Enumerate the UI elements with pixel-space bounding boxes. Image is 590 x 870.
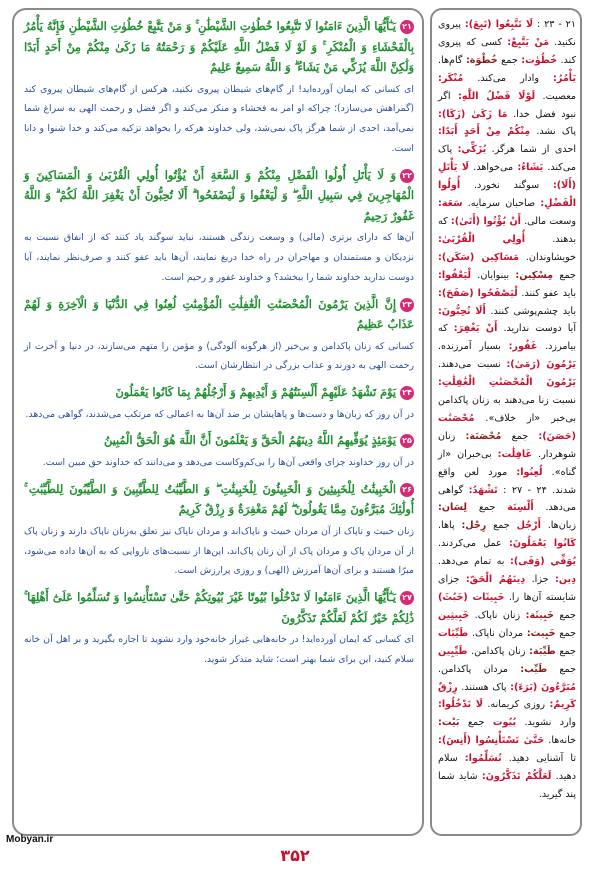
glossary-meaning: مورد لعن واقع شدند. [438,466,576,496]
glossary-term: دِينَهُمُ الْحَقّ: [465,574,526,586]
glossary-meaning: نسبت زنا می‌دهند به زنان پاکدامن بی‌خبر «از خلاف». [438,395,576,424]
glossary-term: لِسَان: [438,502,467,514]
glossary-meaning: عمل می‌کردند. [438,538,509,550]
glossary-term: لْيَعْفُوا: [438,269,471,281]
glossary-term: غَفُور: [508,341,538,353]
glossary-range: ۲۱ - ۲۳ : [537,19,576,30]
glossary-term: بُيُوت [492,717,517,729]
verse-text: الْخَبِيثَٰتُ لِلْخَبِيثِينَ وَ الْخَبِيثُونَ لِلْخَبِيثَٰتِ ۖ وَ الطَّيِّبَٰتُ لِلطَّيِّبِينَ وَ الطَّيِّبُونَ لِلطَّيِّبَٰتِ ۚ أُولَٰئِكَ مُبَرَّءُونَ مِمَّا يَقُولُونَ ۖ لَهُمْ مَغْفِرَةٌ وَ رِزْقٌ كَرِيمٌ [24,481,414,517]
glossary-meaning: باید چشم‌پوشی کنند. [485,305,576,317]
verse-number-badge: ۲۷ [400,591,414,605]
glossary-range: ۲۴ - ۲۷ : [503,484,547,496]
glossary-meaning: گام‌ها. [438,54,466,66]
glossary-meaning: جمع [547,663,576,675]
glossary-meaning: جمع [553,609,576,621]
verse-number-badge: ۲۴ [400,386,414,400]
verse-translation: ای کسانی که ایمان آورده‌اید! در خانه‌هایی غیراز خانه‌خود وارد نشوید تا اجازه بگیرید و بر اهل آن خانه سلام کنید، این برای شما بهتر است؛ شاید متذکر شوید. [24,634,414,665]
glossary-term: لَعَلَّكُمْ تَذَكَّرُونَ: [481,771,552,783]
glossary-term: حَتَّىٰ تَسْتَأْنِسُوا (أَنِسَ): [438,735,545,747]
glossary-meaning: احدی از شما هرگز. [486,144,576,156]
glossary-term: طَيِّبِين [438,645,468,657]
verses-panel [12,8,424,836]
glossary-term: تَشْهَدُ: [468,484,498,496]
glossary-meaning: جمع [555,645,576,657]
verses-column [24,16,414,676]
verse-number-badge: ۲۲ [400,169,414,183]
glossary-meaning: جمع [501,430,539,442]
glossary-term: خَبِيث: [526,627,556,639]
glossary-meaning: جزای شایسته آن‌ها را. [438,574,576,603]
glossary-meaning: پاها. [438,520,462,532]
glossary-term: بَيْت: [438,717,460,729]
page-number: ۳۵۲ [280,846,310,865]
glossary-meaning: سوگند نخورد. [460,180,553,192]
glossary-term: مَا زَكَىٰ (زَكَا): [438,108,508,120]
glossary-meaning: جزا. [525,574,555,586]
glossary-meaning: بینوایان. [470,269,516,281]
glossary-term: لَا يَأْتَلِ (أَلَا): [438,162,576,192]
glossary-meaning: که بیامرزد. [438,323,576,353]
glossary-term: أُولِي الْقُرْبَىٰ: [438,233,526,245]
glossary-entries [438,485,576,800]
glossary-term: لَا تَدْخُلُوا: [438,699,483,711]
glossary-meaning: سلام دهید. [438,753,576,783]
glossary-meaning: پاک می‌کند. [438,144,576,174]
glossary-term: لْيَصْفَحُوا (صَفَحَ): [438,287,518,299]
verse-number-badge: ۲۳ [400,298,414,312]
glossary-column [438,16,576,804]
verse-arabic [24,294,414,335]
glossary-meaning: اگر نبود فضل خدا. [438,90,577,120]
glossary-term: مُحْصَنَة: [465,430,502,442]
verse-translation: ای کسانی که ایمان آورده‌اید! از گام‌های شیطان پیروی نکنید، هرکس از گام‌های شیطان پیروی کند (گمراهش می‌سازد)؛ چراکه او امر به فحشاء و منکر می‌کند و اگر فضل و رحمت الهی به سراغ شما نمی‌آمد، احدی از شما هرگز پاک نمی‌شد، ولی خداوند هرکه را بخواهد تزکیه می‌کند و خدا شنوا و دانا است. [24,83,414,154]
glossary-meaning: جمع [467,502,508,514]
glossary-term: لَوْلَا فَضْلُ اللَّهِ: [458,90,536,102]
glossary-term: مَنْ يَتَّبِعْ: [507,36,550,48]
glossary-meaning: وادار می‌کند. [463,72,554,84]
glossary-term: طَيِّبَات [438,627,469,639]
glossary-meaning: به تمام می‌دهد. [438,556,511,568]
glossary-term: مُنْكَر: [438,72,464,84]
glossary-term: يُزَكِّي: [457,144,487,156]
glossary-term: خَبِيثِين [438,609,470,621]
page-frame [6,8,584,844]
verse-arabic [24,430,414,451]
glossary-entries [438,19,576,496]
glossary-meaning: پاک نشد. [530,126,576,138]
glossary-meaning: صاحبان سرمایه. [462,198,541,210]
verse-number-badge: ۲۶ [400,483,414,497]
glossary-term: تُسَلِّمُوا: [464,753,502,765]
glossary-meaning: آیا دوست ندارید. [497,323,576,335]
glossary-term: خَبِيثَات (خَبُثَ) [438,592,505,603]
glossary-meaning: زنان ناپاک. [469,609,526,621]
glossary-meaning: نسبت می‌دهند. [438,359,507,371]
glossary-term: أَنْ يَغْفِرَ: [453,323,498,335]
glossary-meaning: بسیار آمرزنده. [438,341,509,353]
glossary-term: يَأْمُرُ: [553,72,576,84]
glossary-meaning: تا آشنایی دهید. [501,753,576,765]
glossary-meaning: بی‌خبران «از گناه». [438,448,576,478]
glossary-meaning: پاک هستند. [457,681,511,693]
glossary-meaning: گواهی می‌دهد. [438,484,576,514]
glossary-panel [430,8,582,836]
verse-arabic [24,165,414,227]
glossary-term: يُوَفِّي (وَفَى): [510,556,576,568]
glossary-meaning: شاید شما پند گیرید. [438,771,576,800]
verse-translation: کسانی که زنان پاکدامن و بی‌خبر (از هرگونه آلودگی) و مؤمن را متهم می‌سازند، در دنیا و آخرت از رحمت الهی به دورند و عذاب بزرگی در انتظارشان است. [24,340,414,372]
glossary-meaning: جمع [459,717,493,729]
verse-text: يَـٰٓأَيُّهَا الَّذِينَ ءَامَنُوا لَا تَدْخُلُوا بُيُوتًا غَيْرَ بُيُوتِكُمْ حَتَّىٰ تَسْتَأْنِسُوا وَ تُسَلِّمُوا عَلَىٰٓ أَهْلِهَا ۚ ذَٰلِكُمْ خَيْرٌ لَكُمْ لَعَلَّكُمْ تَذَكَّرُونَ [24,590,414,625]
glossary-meaning: خویشاوندان. [518,251,576,263]
glossary-term: مُحْصَنَٰت (حَصَنَ): [438,412,576,442]
glossary-term: مِسْكِين: [515,269,554,281]
glossary-term: مُبَرَّءُونَ (بَرَءَ): [510,681,576,693]
glossary-term: رِزْقٌ كَرِيمٌ: [438,681,576,711]
verse-arabic [24,479,414,520]
verse-translation: در آن روز که زبان‌ها و دست‌ها و پاهایشان بر ضد آن‌ها به اعمالی که مرتکب می‌شدند، گواهی می‌دهد. [25,408,414,420]
verse-text: إِنَّ الَّذِينَ يَرْمُونَ الْمُحْصَنَٰتِ الْغَٰفِلَٰتِ الْمُؤْمِنَٰتِ لُعِنُوا فِي الدُّنْيَا وَ الْآخِرَةِ وَ لَهُمْ عَذَابٌ عَظِيمٌ [24,296,414,332]
glossary-term: دِين: [555,574,576,586]
verse-translation: در آن روز خداوند جزای واقعی آن‌ها را بی‌کم‌وکاست می‌دهد و می‌دانند که خداوند حق مبین است. [42,456,414,468]
glossary-meaning: خانه‌ها. [544,735,576,747]
glossary-meaning: مردان پاکدامن. [438,663,521,675]
glossary-meaning: زنان پاکدامن. [467,645,530,657]
glossary-term: كَانُوا يَعْمَلُونَ: [508,538,576,550]
glossary-term: أُولُوا الْفَضْلِ: [438,180,576,210]
glossary-term: يَرْمُونَ (رَمَىٰ): [506,359,576,371]
glossary-meaning: جمع [497,54,522,66]
glossary-term: أَرْجُل [516,520,541,532]
verse-arabic [24,16,414,78]
verse-translation: زنان خبیث و ناپاک از آن مردان خبیث و ناپاک‌اند و مردان ناپاک نیز تعلق به‌زنان ناپاک دارند و زنان پاک از آن مردان پاک و مردان پاک از آن زنان پاک‌اند، این‌ها از نسبت‌های ناروایی که به آن‌ها داده می‌شود، مبرّا هستند و برای آن‌ها آمرزش (الهی) و روزی پرارزش است. [24,525,414,577]
glossary-meaning: معصیت. [535,90,577,102]
glossary-meaning: باید عفو کنند. [517,287,576,299]
glossary-meaning: روزی کریمانه. [482,699,550,711]
verse-text: وَ لَا يَأْتَلِ أُولُوا الْفَضْلِ مِنْكُمْ وَ السَّعَةِ أَنْ يُؤْتُوا أُولِي الْقُرْبَىٰ وَ الْمَسَاكِينَ وَ الْمُهَاجِرِينَ فِي سَبِيلِ اللَّهِ ۖ وَ لْيَعْفُوا وَ لْيَصْفَحُوا ۗ أَلَا تُحِبُّونَ أَنْ يَغْفِرَ اللَّهُ لَكُمْ ۗ وَ اللَّهُ غَفُورٌ رَحِيمٌ [24,167,414,223]
glossary-term: يَرْمُونَ الْمُحْصَنَٰتِ الْغَٰفِلَٰتِ: [438,377,576,389]
verse-arabic [24,587,414,628]
glossary-term: رِجْل: [461,520,487,532]
glossary-term: سَعَة: [438,198,463,210]
glossary-term: طَيِّبَة: [529,645,556,657]
glossary-meaning: می‌خواهد. [469,162,518,174]
glossary-meaning: پیروی نکنید. [438,19,576,48]
glossary-term: أَنْ يُؤْتُوا (أَتَىٰ): [450,215,521,227]
verse-text: يَوْمَئِذٍ يُوَفِّيهِمُ اللَّهُ دِينَهُمُ الْحَقَّ وَ يَعْلَمُونَ أَنَّ اللَّهَ هُوَ الْحَقُّ الْمُبِينُ [103,433,396,448]
glossary-meaning: زبان‌ها. [540,520,576,532]
glossary-term: خَبِيثَة: [525,609,554,621]
glossary-term: لَا تَتَّبِعُوا (تَبِعَ): [464,19,534,30]
verse-arabic [24,382,414,403]
glossary-term: غَافِلَٰت: [497,448,533,460]
glossary-term: خُطُوٰت: [521,54,557,66]
glossary-meaning: وسعت مالی. [520,215,576,227]
glossary-meaning: جمع [555,627,576,639]
glossary-term: مَسَاكِين (سَكَن): [438,251,519,263]
site-watermark: Mobyan.ir [6,834,54,845]
glossary-meaning: وارد نشوید. [516,717,577,729]
glossary-meaning: کسی که پیروی کند. [438,36,577,66]
glossary-meaning: جمع [486,520,517,532]
glossary-meaning: که بدهند. [438,215,577,245]
glossary-meaning: مردان ناپاک. [468,627,527,639]
glossary-term: مِنْكُمْ مِنْ أَحَدٍ أَبَدًا: [438,126,531,138]
glossary-term: طَيِّب: [520,663,548,675]
verse-number-badge: ۲۱ [400,20,414,34]
glossary-term: خُطْوَة: [465,54,498,66]
verse-translation: آن‌ها که دارای برتری (مالی) و وسعت زندگی هستند، نباید سوگند یاد کنند که از انفاق نسبت به نزدیکان و مستمندان و مهاجران در راه خدا دریغ نمایند، آن‌ها باید عفو کنند و صرف‌نظر نمایند، آیا دوست ندارید خداوند شما را ببخشد؟ و خداوند غفور و رحیم است. [24,232,414,283]
verse-text: يَـٰٓأَيُّهَا الَّذِينَ ءَامَنُوا لَا تَتَّبِعُوا خُطُوٰتِ الشَّيْطَٰنِ ۚ وَ مَنْ يَتَّبِعْ خُطُوٰتِ الشَّيْطَٰنِ فَإِنَّهُ يَأْمُرُ بِالْفَحْشَاءِ وَ الْمُنْكَرِ ۚ وَ لَوْ لَا فَضْلُ اللَّهِ عَلَيْكُمْ وَ رَحْمَتُهُ مَا زَكَىٰ مِنْكُمْ مِنْ أَحَدٍ أَبَدًا وَلَٰكِنَّ اللَّهَ يُزَكِّي مَنْ يَشَاءُ ۗ وَ اللَّهُ سَمِيعٌ عَلِيمٌ [24,19,414,74]
verse-number-badge: ۲۵ [400,434,414,448]
glossary-term: يَشَاءُ: [517,162,544,174]
glossary-meaning: جمع [553,269,576,281]
glossary-term: لُعِنُوا: [516,466,543,478]
glossary-term: أَلْسِنَة [507,502,534,514]
verse-text: يَوْمَ تَشْهَدُ عَلَيْهِمْ أَلْسِنَتُهُمْ وَ أَيْدِيهِمْ وَ أَرْجُلُهُمْ بِمَا كَانُوا يَعْمَلُونَ [115,385,396,400]
glossary-meaning: زنان شوهردار. [438,430,576,460]
glossary-term: أَلَا تُحِبُّونَ: [438,305,486,317]
